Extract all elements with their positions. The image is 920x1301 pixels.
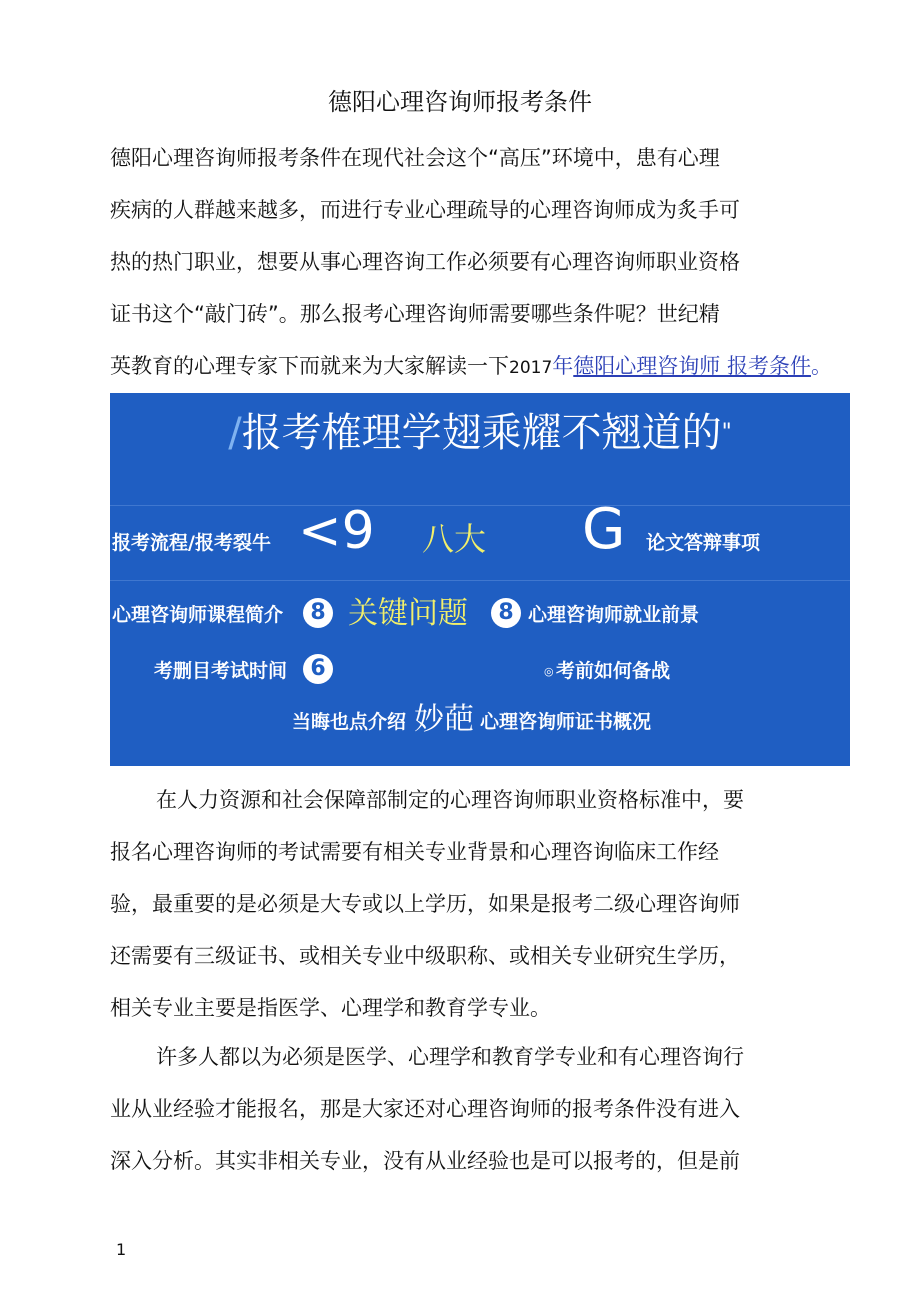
body-line: 业从业经验才能报名，那是大家还对心理咨询师的报考条件没有进入 <box>110 1097 740 1121</box>
banner-title-text: 报考榷理学翅乘耀不翘道的 <box>241 410 722 456</box>
banner-title-quote: " <box>721 420 732 445</box>
number-badge-icon: 8 <box>303 598 333 628</box>
exam-conditions-link[interactable]: 德阳心理咨询师 报考条件 <box>573 354 811 378</box>
flow-conditions-label[interactable]: 报考流程/报考裂牛 <box>112 532 271 554</box>
banner-big-text: 妙葩 <box>414 702 474 737</box>
body-line: 验，最重要的是必须是大专或以上学历，如果是报考二级心理咨询师 <box>110 892 740 916</box>
banner-title <box>110 407 850 459</box>
body-line: 还需要有三级证书、或相关专业中级职称、或相关专业研究生学历， <box>110 944 740 968</box>
intro-line: 德阳心理咨询师报考条件在现代社会这个“高压”环境中，患有心理 <box>110 146 720 170</box>
body-line: 相关专业主要是指医学、心理学和教育学专业。 <box>110 996 551 1020</box>
body-paragraph <box>110 1031 750 1187</box>
page-number: 1 <box>116 1240 127 1259</box>
intro-line <box>110 340 832 392</box>
page-title: 德阳心理咨询师报考条件 <box>328 88 592 116</box>
period: 。 <box>810 354 832 378</box>
key-issues-label[interactable]: 关键问题 <box>348 596 468 631</box>
banner-divider <box>110 580 850 581</box>
exam-prep-label[interactable]: 考前如何备战 <box>556 660 671 682</box>
promo-banner <box>110 393 850 766</box>
exam-time-label[interactable]: 考删目考试时间 <box>154 660 288 682</box>
year-text: 2017 <box>509 358 553 378</box>
intro-line: 热的热门职业，想要从事心理咨询工作必须要有心理咨询师职业资格 <box>110 250 740 274</box>
intro-text: 英教育的心理专家下而就来为大家解读一下 <box>110 354 509 378</box>
intro-paragraph <box>110 132 832 392</box>
number-badge-icon: 8 <box>491 598 521 628</box>
body-paragraph <box>110 774 750 1034</box>
banner-g-text: G <box>582 497 626 562</box>
year-char: 年 <box>552 354 574 378</box>
circle-bullet-icon: ◎ <box>544 665 554 678</box>
intro-line: 疾病的人群越来越多，而进行专业心理疏导的心理咨询师成为炙手可 <box>110 198 740 222</box>
thesis-defense-label[interactable]: 论文答辩事项 <box>646 532 761 554</box>
banner-title-slash: / <box>228 410 242 456</box>
career-prospects-label[interactable]: 心理咨询师就业前景 <box>528 604 700 626</box>
body-line: 报名心理咨询师的考试需要有相关专业背景和心理咨询临床工作经 <box>110 840 719 864</box>
banner-divider <box>110 505 850 506</box>
banner-eight-major-text: 八大 <box>422 520 487 558</box>
course-intro-label[interactable]: 心理咨询师课程简介 <box>112 604 284 626</box>
certificate-overview-label[interactable]: 心理咨询师证书概况 <box>480 711 652 733</box>
intro-label: 当晦也点介绍 <box>292 711 407 733</box>
banner-lt9-text: <9 <box>298 501 375 561</box>
body-line: 深入分析。其实非相关专业，没有从业经验也是可以报考的，但是前 <box>110 1149 740 1173</box>
number-badge-icon: 6 <box>303 654 333 684</box>
body-line: 许多人都以为必须是医学、心理学和教育学专业和有心理咨询行 <box>156 1045 744 1069</box>
intro-line: 证书这个“敲门砖”。那么报考心理咨询师需要哪些条件呢？世纪精 <box>110 302 720 326</box>
body-line: 在人力资源和社会保障部制定的心理咨询师职业资格标准中，要 <box>156 788 744 812</box>
